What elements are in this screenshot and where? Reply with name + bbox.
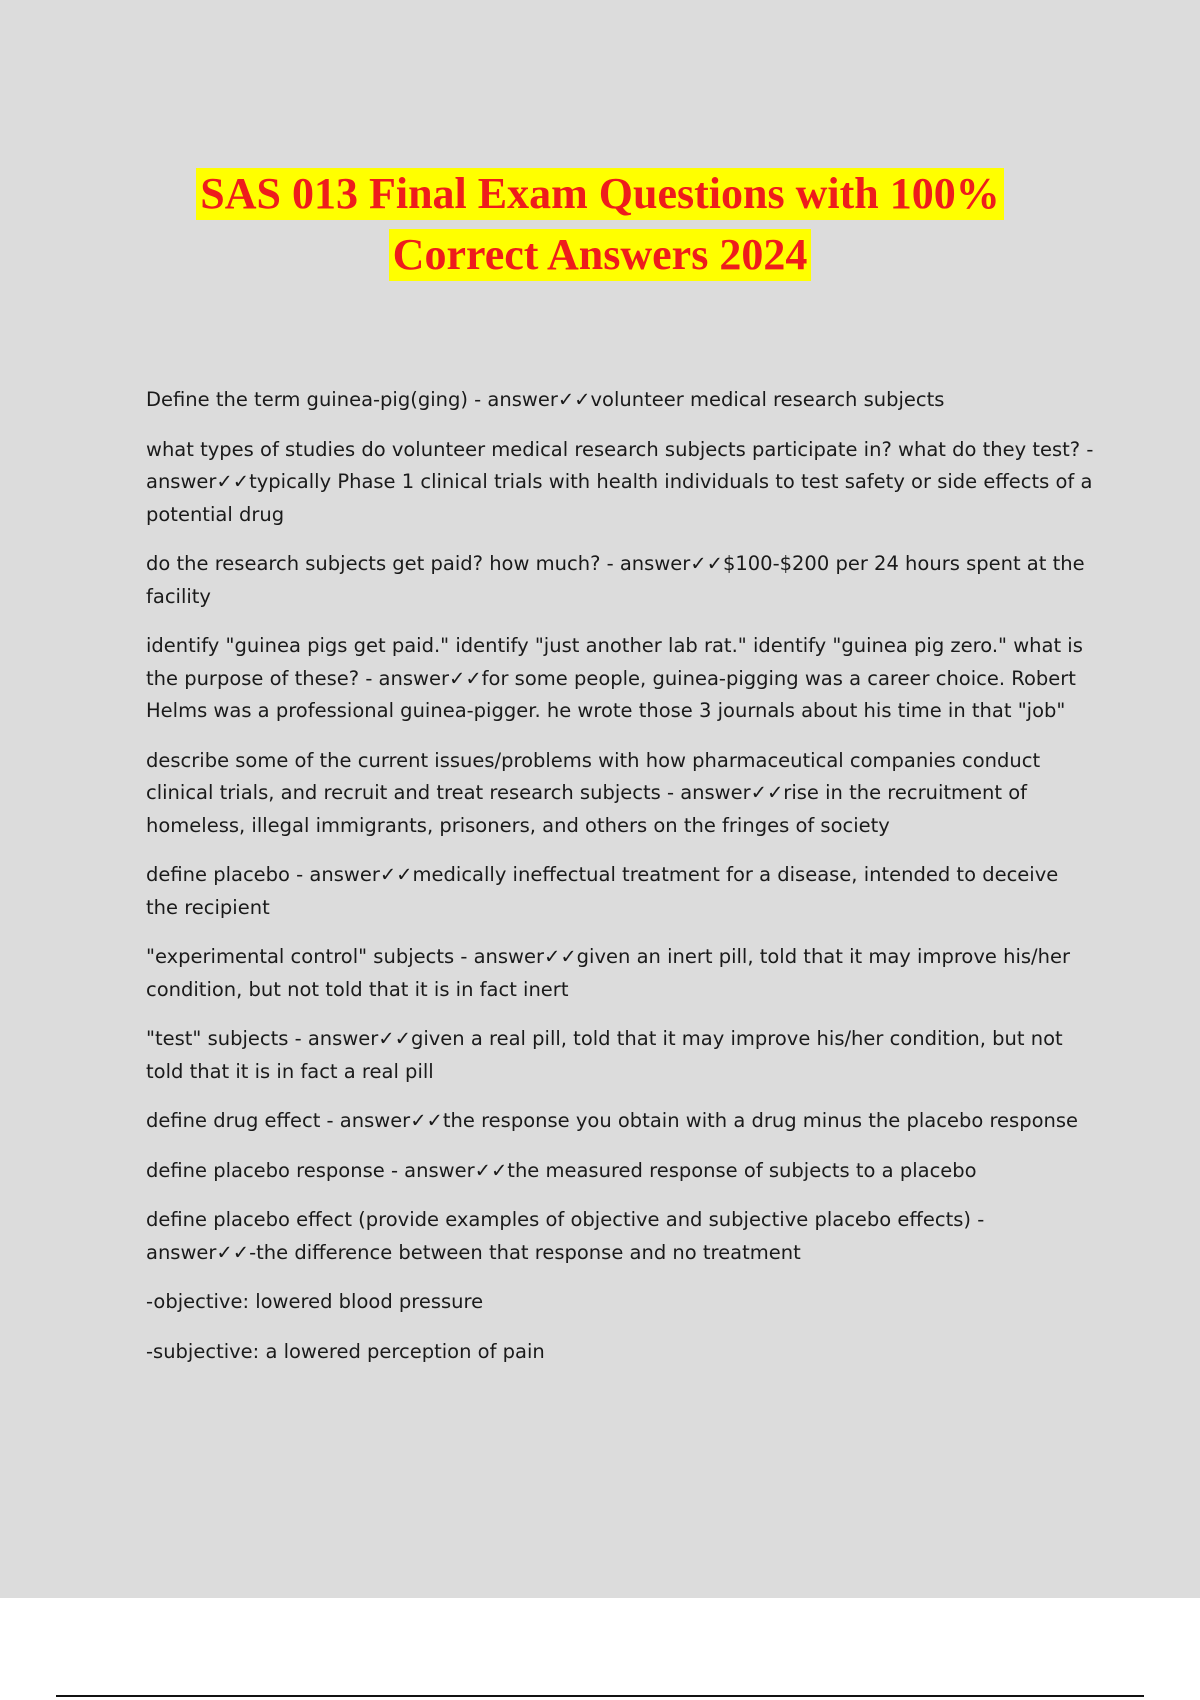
document-title: [0, 168, 1200, 290]
footer-divider: [56, 1695, 1144, 1697]
document-body: [146, 384, 1096, 1385]
qa-paragraph: identify "guinea pigs get paid." identify "just another lab rat." identify "guinea pig zero." what is the purpose of these? - answer✓✓for some people, guinea-pigging was a career choice. Robert Helms was a professional guinea-pigger. he wrote those 3 journals about his time in that "job": [146, 634, 1083, 722]
qa-paragraph: "test" subjects - answer✓✓given a real pill, told that it may improve his/her condition, but not told that it is in fact a real pill: [146, 1027, 1063, 1083]
qa-paragraph: describe some of the current issues/problems with how pharmaceutical companies conduct clinical trials, and recruit and treat research subjects - answer✓✓rise in the recruitment of homeless, illegal immigrants, prisoners, and others on the fringes of society: [146, 748, 1041, 837]
qa-paragraph: do the research subjects get paid? how much? - answer✓✓$100-$200 per 24 hours spent at the facility: [146, 552, 1085, 608]
qa-paragraph: Define the term guinea-pig(ging) - answer✓✓volunteer medical research subjects: [146, 388, 945, 411]
qa-paragraph: what types of studies do volunteer medical research subjects participate in? what do they test? - answer✓✓typically Phase 1 clinical trials with health individuals to test safety or side effects of a potential drug: [146, 437, 1094, 526]
qa-paragraph: define drug effect - answer✓✓the response you obtain with a drug minus the placebo response: [146, 1109, 1079, 1132]
title-line: SAS 013 Final Exam Questions with 100%: [196, 168, 1003, 220]
qa-paragraph: define placebo response - answer✓✓the measured response of subjects to a placebo: [146, 1158, 977, 1182]
qa-paragraph: define placebo - answer✓✓medically ineffectual treatment for a disease, intended to deceive the recipient: [146, 863, 1059, 919]
qa-paragraph: define placebo effect (provide examples of objective and subjective placebo effects) - answer✓✓-the difference between that response and no treatment: [146, 1208, 985, 1264]
qa-paragraph: -objective: lowered blood pressure: [146, 1290, 484, 1313]
qa-paragraph: -subjective: a lowered perception of pain: [146, 1339, 545, 1363]
qa-paragraph: "experimental control" subjects - answer✓✓given an inert pill, told that it may improve his/her condition, but not told that it is in fact inert: [146, 945, 1070, 1001]
title-line: Correct Answers 2024: [389, 229, 812, 281]
